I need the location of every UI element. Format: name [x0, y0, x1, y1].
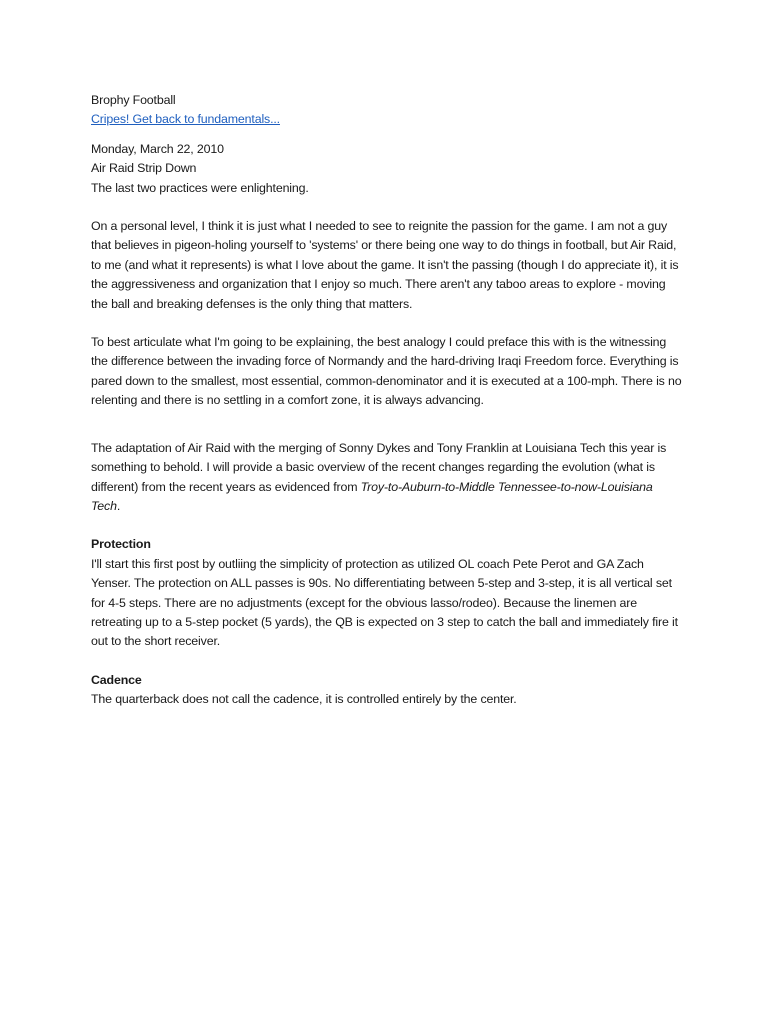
blog-name: Brophy Football: [91, 93, 176, 107]
post-link[interactable]: Cripes! Get back to fundamentals...: [91, 112, 280, 127]
document-page: [91, 91, 683, 710]
protection-text: I'll start this first post by outliing the simplicity of protection as utilized OL coach Pete Perot and GA Zach Yenser. The protection on ALL passes is 90s. No differentiating between 5-step and 3-step, it is all vertical set for 4-5 steps. There are no adjustments (except for the obvious lasso/rodeo). Because the linemen are retreating up to a 5-step pocket (5 yards), the QB is expected on 3 step to catch the ball and immediately fire it out to the short receiver.: [91, 556, 678, 649]
adaptation-italic: Troy-to-Auburn-to-Middle Tennessee-to-now-Louisiana Tech: [91, 479, 653, 513]
protection-heading: Protection: [91, 537, 151, 552]
paragraph-personal: On a personal level, I think it is just what I needed to see to reignite the passion for the game. I am not a guy that believes in pigeon-holing yourself to 'systems' or there being one way to do things in football, but Air Raid, to me (and what it represents) is what I love about the game. It isn't the passing (though I do appreciate it), it is the aggressiveness and organization that I enjoy so much. There aren't any taboo areas to explore - moving the ball and breaking defenses is the only thing that matters.: [91, 219, 679, 311]
paragraph-adaptation: [91, 439, 683, 517]
adaptation-text: The adaptation of Air Raid with the merging of Sonny Dykes and Tony Franklin at Louisiana Tech this year is something to behold. I will provide a basic overview of the recent changes regarding the evolution (what is different) from the recent years as evidenced from: [91, 440, 667, 494]
paragraph-analogy: To best articulate what I'm going to be explaining, the best analogy I could preface this with is the witnessing the difference between the invading force of Normandy and the hard-driving Iraqi Freedom force. Everything is pared down to the smallest, most essential, common-denominator and it is executed at a 100-mph. There is no relenting and there is no settling in a comfort zone, it is always advancing.: [91, 335, 682, 408]
post-date: Monday, March 22, 2010: [91, 141, 224, 156]
cadence-heading: Cadence: [91, 672, 142, 687]
paragraph-intro: The last two practices were enlightening.: [91, 180, 309, 195]
adaptation-end: .: [116, 498, 121, 513]
post-title: Air Raid Strip Down: [91, 161, 197, 176]
cadence-text: The quarterback does not call the cadence, it is controlled entirely by the center.: [91, 692, 517, 707]
